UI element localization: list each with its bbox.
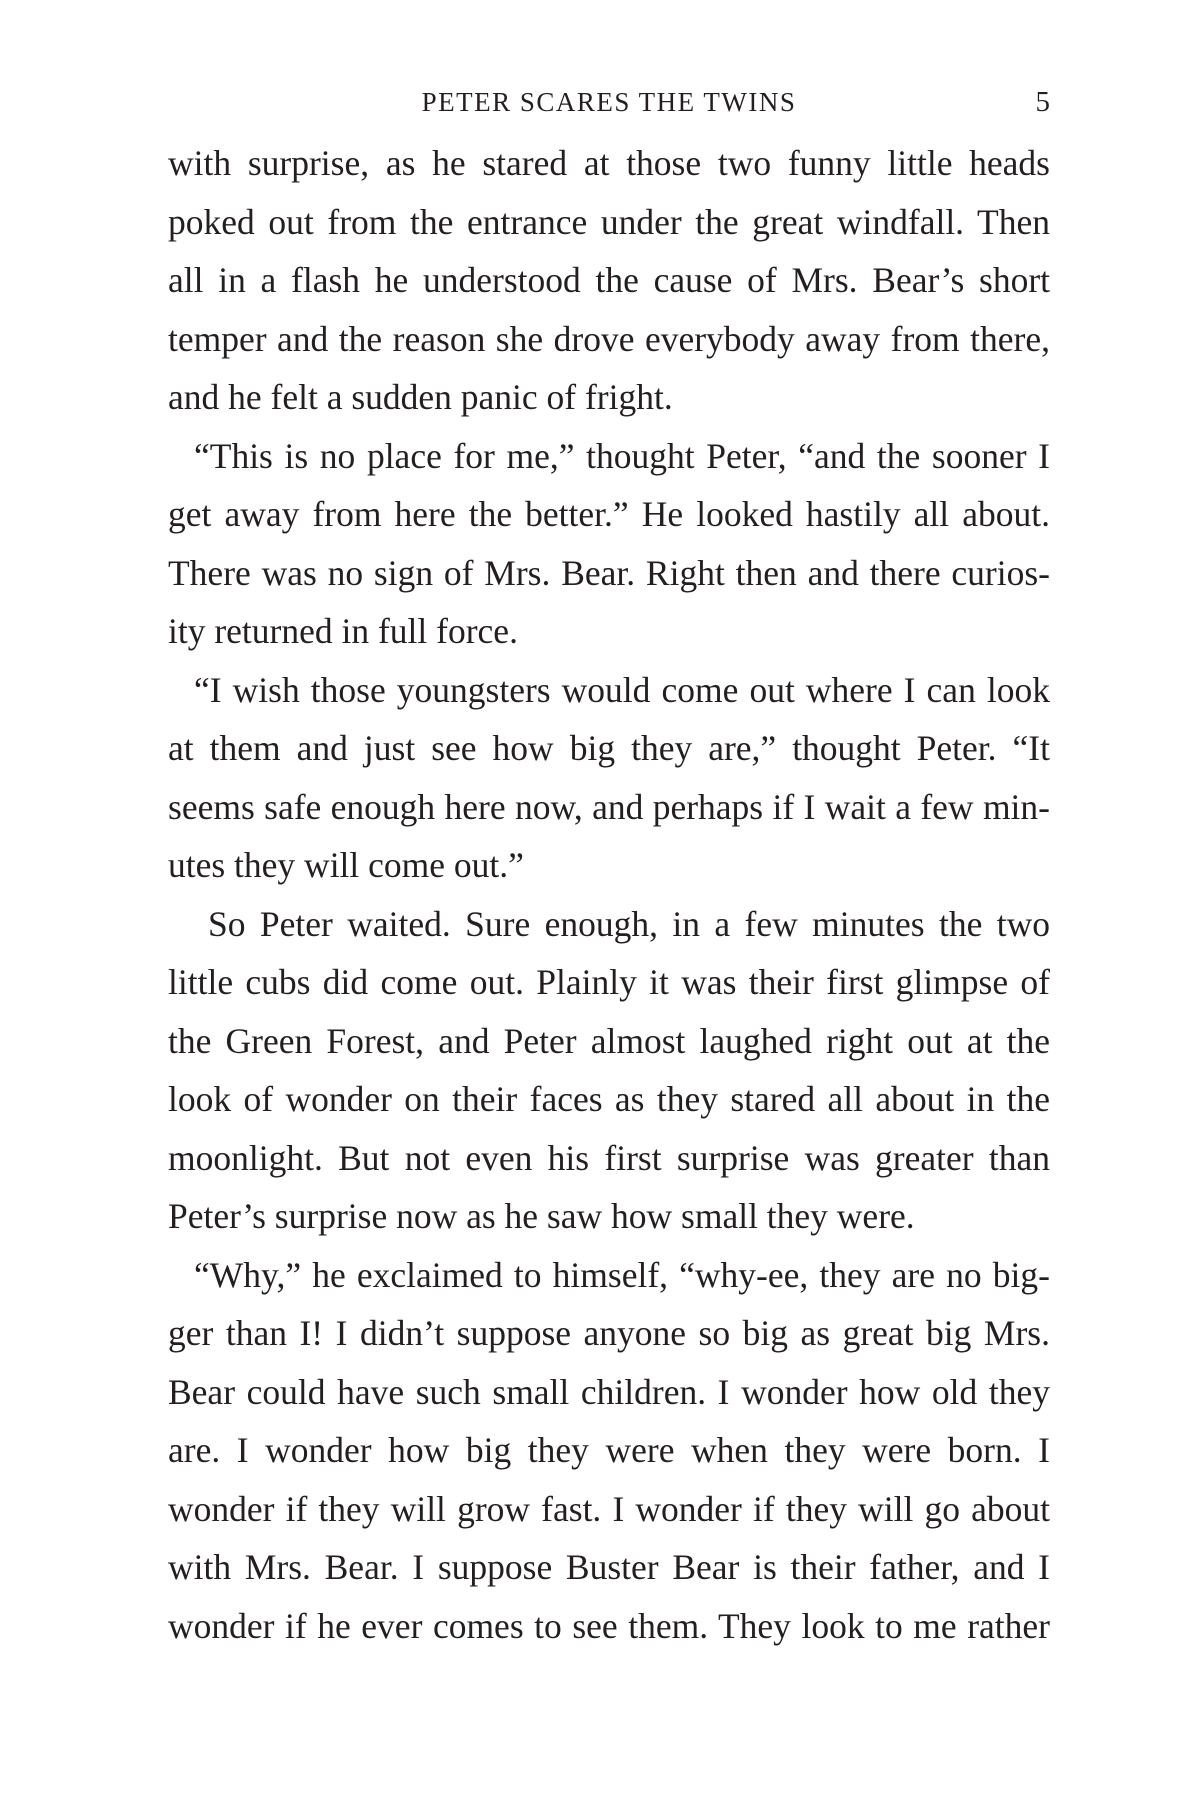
body-text — [168, 134, 1050, 1655]
text-line: moonlight. But not even his first surprise was greater than — [168, 1137, 1050, 1178]
text-line: look of wonder on their faces as they stared all about in the — [168, 1079, 1050, 1119]
text-line: seems safe enough here now, and perhaps if I wait a few min- — [168, 786, 1050, 827]
text-line: with Mrs. Bear. I suppose Buster Bear is their father, and I — [168, 1547, 1050, 1587]
chapter-title: PETER SCARES THE TWINS — [421, 87, 797, 117]
text-line: the Green Forest, and Peter almost laughed right out at the — [168, 1020, 1050, 1061]
text-line: Peter’s surprise now as he saw how small they were. — [168, 1196, 915, 1236]
text-line: and he felt a sudden panic of fright. — [168, 377, 673, 417]
text-line: wonder if they will grow fast. I wonder if they will go about — [168, 1488, 1050, 1529]
text-line: Bear could have such small children. I wonder how old they — [168, 1371, 1050, 1412]
text-line: all in a flash he understood the cause of Mrs. Bear’s short — [168, 260, 1050, 300]
text-line: There was no sign of Mrs. Bear. Right then and there curios- — [168, 552, 1050, 593]
running-head — [168, 82, 1050, 122]
text-line: wonder if he ever comes to see them. They look to me rather — [168, 1605, 1050, 1646]
text-line: utes they will come out.” — [168, 845, 524, 885]
text-line: poked out from the entrance under the great windfall. Then — [168, 201, 1050, 242]
text-line: “This is no place for me,” thought Peter, “and the sooner I — [194, 435, 1050, 476]
text-line: temper and the reason she drove everybody away from there, — [168, 318, 1050, 359]
page-number: 5 — [1035, 86, 1050, 118]
text-line: ity returned in full force. — [168, 611, 518, 651]
text-line: get away from here the better.” He looked hastily all about. — [168, 494, 1050, 534]
text-line: with surprise, as he stared at those two funny little heads — [168, 143, 1050, 183]
text-line: ger than I! I didn’t suppose anyone so big as great big Mrs. — [168, 1313, 1050, 1353]
text-line: So Peter waited. Sure enough, in a few minutes the two — [208, 903, 1050, 944]
text-line: are. I wonder how big they were when they were born. I — [168, 1430, 1050, 1470]
text-line: “I wish those youngsters would come out where I can look — [194, 669, 1050, 710]
text-line: at them and just see how big they are,” thought Peter. “It — [168, 728, 1050, 768]
text-line: “Why,” he exclaimed to himself, “why-ee, they are no big- — [194, 1254, 1050, 1295]
text-line: little cubs did come out. Plainly it was their first glimpse of — [168, 962, 1050, 1002]
